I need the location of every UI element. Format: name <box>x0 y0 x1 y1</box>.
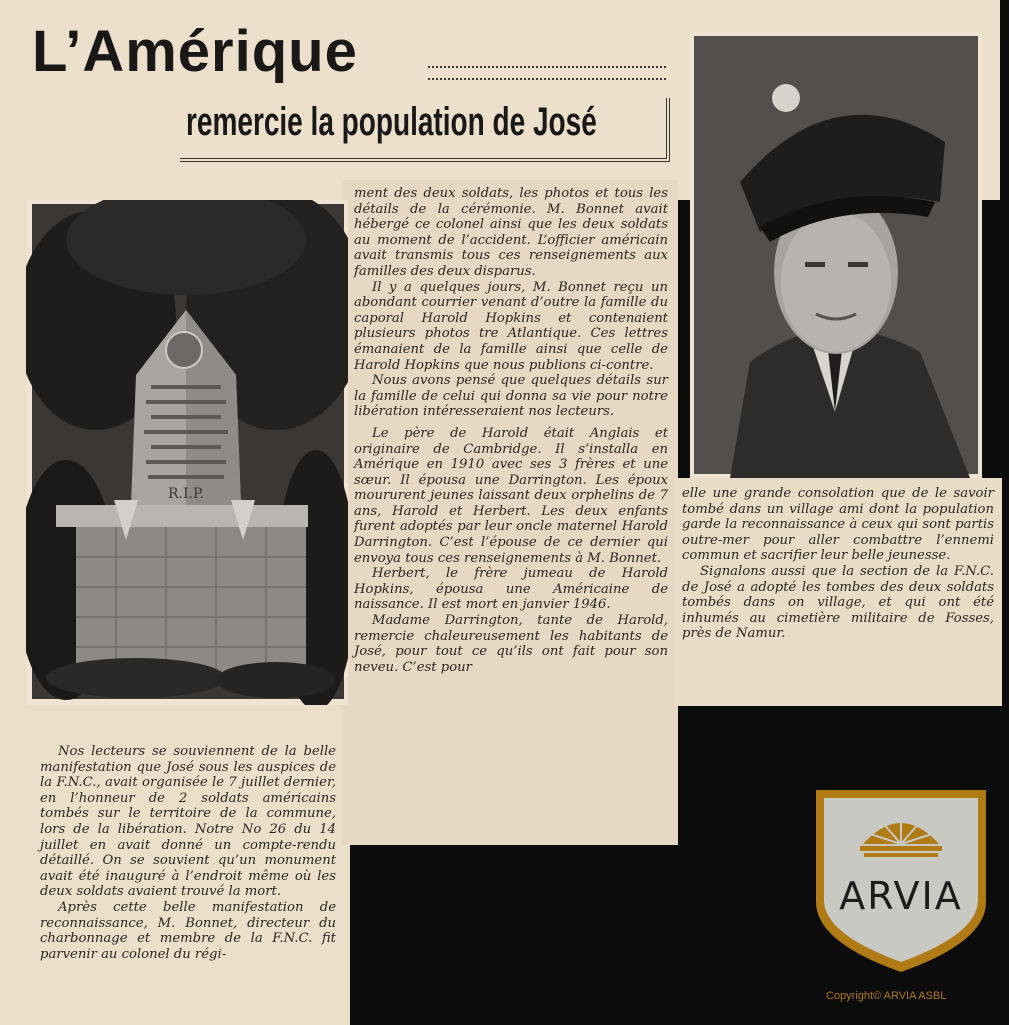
paragraph: Nous avons pensé que quelques détails sur la famille de celui qui donna sa vie pour notre libération intéresseraient nos lecteurs. <box>354 373 668 420</box>
paragraph: elle une grande consolation que de le savoir tombé dans un village ami dont la population garde la reconnaissance à ceux qui sont partis outre-mer pour aller combattre l’ennemi commun et sacrifier leur belle jeunesse. <box>682 486 994 564</box>
monument-inscription: R.I.P. <box>167 486 205 502</box>
article-column-middle <box>354 186 668 675</box>
paragraph: Après cette belle manifestation de reconnaissance, M. Bonnet, directeur du charbonnage et membre de la F.N.C. fit parvenir au colonel du régi- <box>40 899 336 962</box>
memorial-illustration <box>26 200 348 705</box>
soldier-portrait-photo <box>690 32 982 478</box>
subheadline: remercie la population de José <box>186 100 597 144</box>
logo-wordmark: ARVIA <box>839 874 963 918</box>
war-memorial-photo <box>26 200 348 705</box>
paragraph: Il y a quelques jours, M. Bonnet reçu un abondant courrier venant d’outre la famille du caporal Harold Hopkins et contenaient plusieurs photos tre Atlantique. Ces lettres émanaient de la famille ainsi que celle de Harold Hopkins que nous publions ci-contre. <box>354 279 668 373</box>
soldier-illustration <box>690 32 982 478</box>
paragraph: Signalons aussi que la section de la F.N.C. de José a adopté les tombes des deux soldats tombés dans on village, et qui ont été inhumés au cimetière militaire de Fosses, près de Namur. <box>682 563 994 642</box>
copyright-notice: Copyright© ARVIA ASBL <box>826 990 947 1002</box>
paragraph: ment des deux soldats, les photos et tous les détails de la cérémonie. M. Bonnet avait hébergé ce colonel ainsi que les deux soldats au moment de l’accident. L’officier américain avait transmis tous ces renseignements aux familles des deux disparus. <box>354 186 668 279</box>
paragraph: Nos lecteurs se souviennent de la belle manifestation que José sous les auspices de la F.N.C., avait organisée le 7 juillet dernier, en l’honneur de 2 soldats américains tombés sur le territoire de la commune, lors de la libération. Notre No 26 du 14 juillet en avait donné un compte-rendu détaillé. On se souvient qu’un monument avait été inauguré à l’endroit même où les deux soldats avaient trouvé la mort. <box>40 744 336 900</box>
article-column-right <box>682 486 994 642</box>
paragraph: Herbert, le frère jumeau de Harold Hopkins, épousa une Américaine de naissance. Il est mort en janvier 1946. <box>354 566 668 613</box>
paragraph: Madame Darrington, tante de Harold, remercie chaleureusement les habitants de José, pour tout ce qu’ils ont fait pour son neveu. C’est pour <box>354 613 668 675</box>
headline: L’Amérique <box>32 19 358 84</box>
paragraph: Le père de Harold était Anglais et originaire de Cambridge. Il s’installa en Amérique en 1910 avec ses 3 frères et une sœur. Il épousa une Darrington. Les époux moururent jeunes laissant deux orphelins de 7 ans, Harold et Herbert. Les deux enfants furent adoptés par leur oncle maternel Harold Darrington. C’est l’épouse de ce dernier qui envoya tous ces renseignements à M. Bonnet. <box>354 425 668 566</box>
article-column-left <box>40 744 336 962</box>
headline-dotted-rule <box>428 66 666 80</box>
